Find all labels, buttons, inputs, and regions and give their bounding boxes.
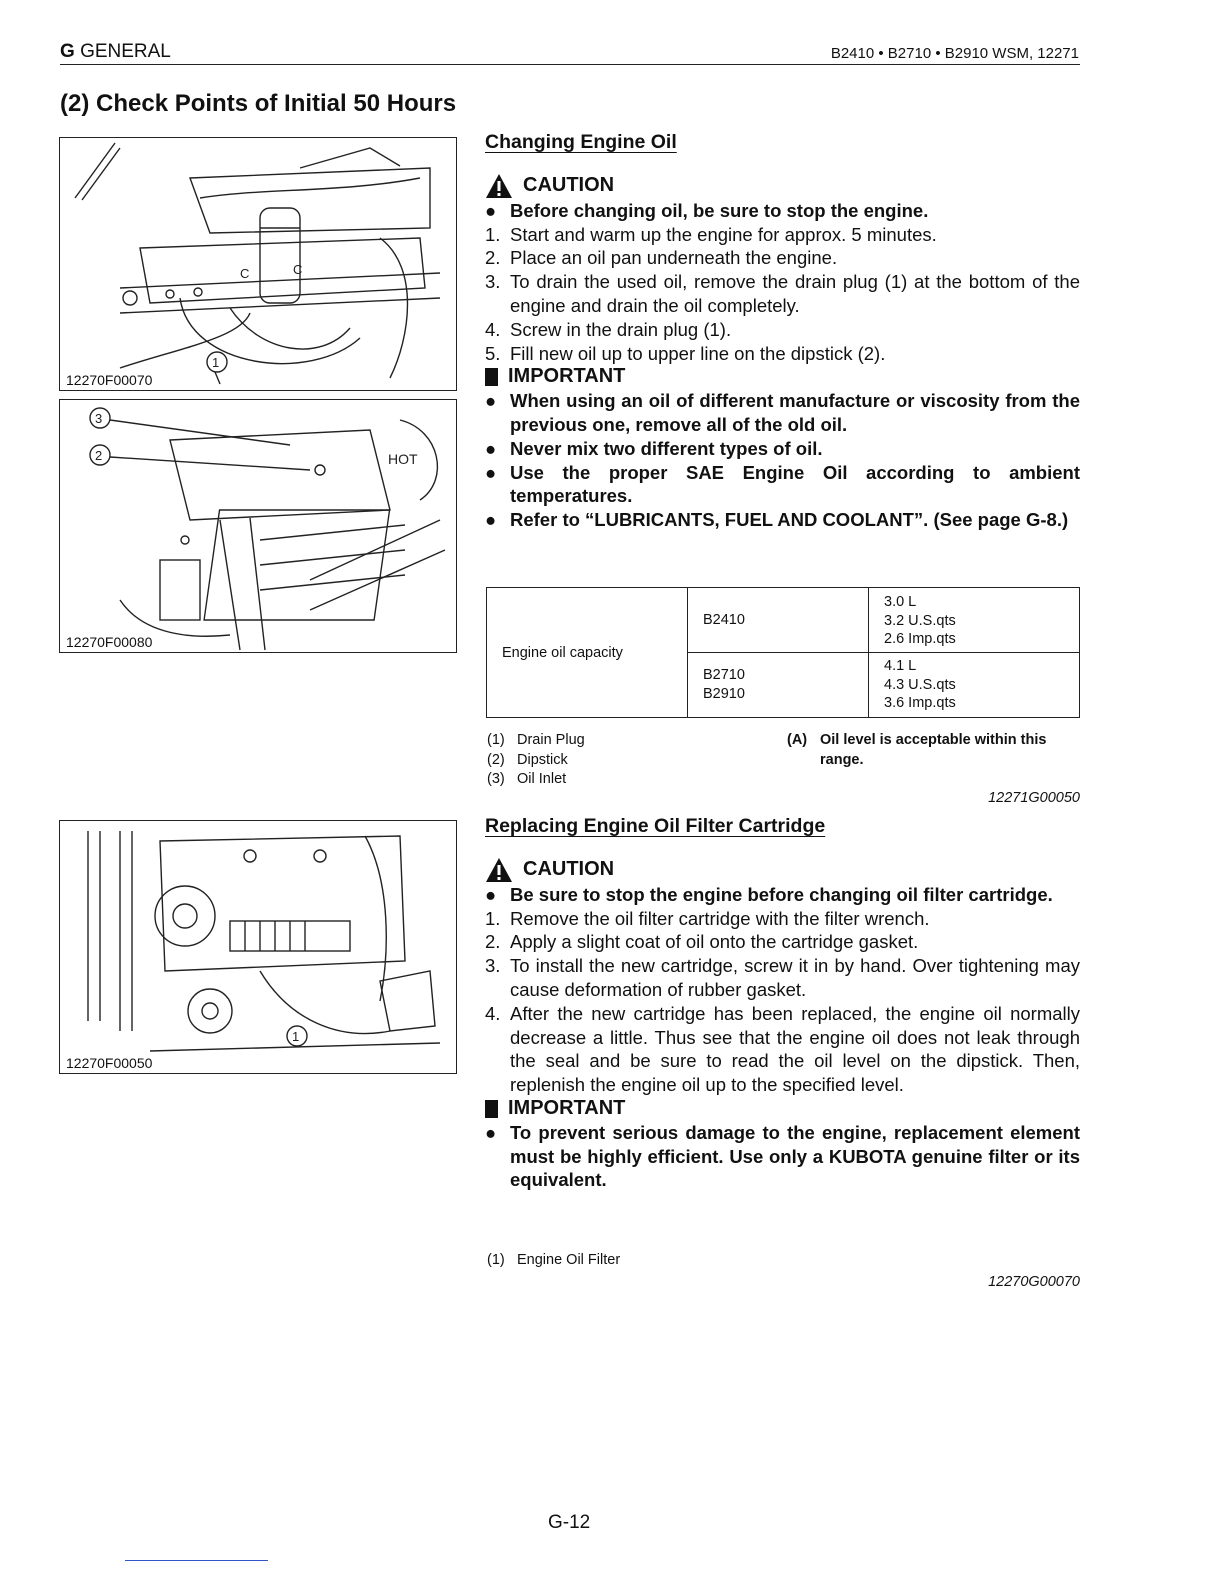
reference-code: 12270G00070 <box>988 1274 1080 1290</box>
figure-oil-filter <box>59 820 457 1074</box>
capacity-cell: 3.0 L 3.2 U.S.qts 2.6 Imp.qts <box>869 588 1080 653</box>
caution-label: CAUTION <box>523 173 615 196</box>
header-rule <box>60 64 1080 65</box>
step-item: 1. Remove the oil filter cartridge with the filter wrench. <box>485 907 930 929</box>
step-item: 1. Start and warm up the engine for approx. 5 minutes. <box>485 223 937 245</box>
legend-item: (2) Dipstick <box>487 751 568 768</box>
step-item: 4. After the new cartridge has been replaced, the engine oil normally decrease a little. Thus see that the engine oil does not leak through the seal and be sure to read the oil level on the dipstick. Then, replenish the engine oil up to the specified level. <box>485 1002 1080 1096</box>
caution-label: CAUTION <box>523 857 615 880</box>
hot-label: HOT <box>388 451 418 467</box>
section-title: Replacing Engine Oil Filter Cartridge <box>485 815 826 837</box>
important-square-icon <box>485 1100 498 1118</box>
step-item: 2. Place an oil pan underneath the engine. <box>485 247 838 269</box>
warning-icon <box>485 173 513 199</box>
important-item: ● Never mix two different types of oil. <box>485 437 823 459</box>
figure-code: 12270F00070 <box>66 372 153 388</box>
oil-filter-section <box>485 815 1080 1192</box>
caution-heading <box>485 857 1080 883</box>
step-item: 3. To install the new cartridge, screw it in by hand. Over tightening may cause deformation of rubber gasket. <box>485 955 1080 1000</box>
engine-underside-illustration <box>60 138 456 390</box>
section-name: GENERAL <box>80 41 171 62</box>
important-heading <box>485 365 1080 389</box>
callout-3: 3 <box>95 411 103 426</box>
important-item: ● Use the proper SAE Engine Oil according to ambient temperatures. <box>485 461 1080 507</box>
important-label: IMPORTANT <box>508 365 626 388</box>
figure-legend <box>487 731 767 790</box>
capacity-cell: 4.1 L 4.3 U.S.qts 3.6 Imp.qts <box>869 653 1080 718</box>
callout-1: 1 <box>212 355 220 370</box>
section-letter: G <box>60 41 75 62</box>
section-title: Changing Engine Oil <box>485 131 677 153</box>
section-header <box>60 41 171 63</box>
step-item: 5. Fill new oil up to upper line on the dipstick (2). <box>485 342 886 364</box>
bottom-rule <box>125 1560 268 1561</box>
oil-filter-illustration <box>60 821 456 1073</box>
callout-1: 1 <box>292 1029 300 1044</box>
oil-level-note: (A) Oil level is acceptable within this range. <box>787 732 1047 768</box>
caution-item: ● Before changing oil, be sure to stop the engine. <box>485 199 929 221</box>
figure-code: 12270F00050 <box>66 1055 153 1071</box>
step-item: 3. To drain the used oil, remove the drain plug (1) at the bottom of the engine and drain the oil completely. <box>485 271 1080 316</box>
important-item: ● When using an oil of different manufacture or viscosity from the previous one, remove all of the old oil. <box>485 390 1080 435</box>
figure-dipstick-oil-inlet <box>59 399 457 653</box>
caution-heading <box>485 173 1080 199</box>
page-title: (2) Check Points of Initial 50 Hours <box>60 90 457 117</box>
figure-drain-plug <box>59 137 457 391</box>
important-square-icon <box>485 368 498 386</box>
model-cell: B2410 <box>688 588 869 653</box>
reference-code: 12271G00050 <box>988 790 1080 806</box>
legend-item: (1) Engine Oil Filter <box>487 1252 621 1268</box>
step-item: 2. Apply a slight coat of oil onto the cartridge gasket. <box>485 931 919 953</box>
table-label: Engine oil capacity <box>487 588 688 718</box>
important-item: ● To prevent serious damage to the engine, replacement element must be highly efficient. Use only a KUBOTA genuine filter or its equivalent. <box>485 1121 1080 1191</box>
step-item: 4. Screw in the drain plug (1). <box>485 318 732 340</box>
svg-text:C: C <box>240 266 250 281</box>
figure-code: 12270F00080 <box>66 634 153 650</box>
engine-oil-section <box>485 131 1080 532</box>
svg-text:C: C <box>293 262 303 277</box>
callout-2: 2 <box>95 448 103 463</box>
page-number: G-12 <box>548 1512 591 1533</box>
model-cell: B2710 B2910 <box>688 653 869 718</box>
important-heading <box>485 1097 1080 1121</box>
warning-icon <box>485 857 513 883</box>
legend-item: (3) Oil Inlet <box>487 771 567 787</box>
important-label: IMPORTANT <box>508 1096 626 1119</box>
engine-side-illustration <box>60 400 456 652</box>
important-item: ● Refer to “LUBRICANTS, FUEL AND COOLANT”. (See page G-8.) <box>485 509 1069 531</box>
legend-item: (1) Drain Plug <box>487 732 585 748</box>
caution-item: ● Be sure to stop the engine before changing oil filter cartridge. <box>485 883 1053 905</box>
doc-reference: B2410 • B2710 • B2910 WSM, 12271 <box>830 45 1079 62</box>
figure-legend <box>487 1251 787 1271</box>
oil-capacity-table <box>486 587 1080 718</box>
